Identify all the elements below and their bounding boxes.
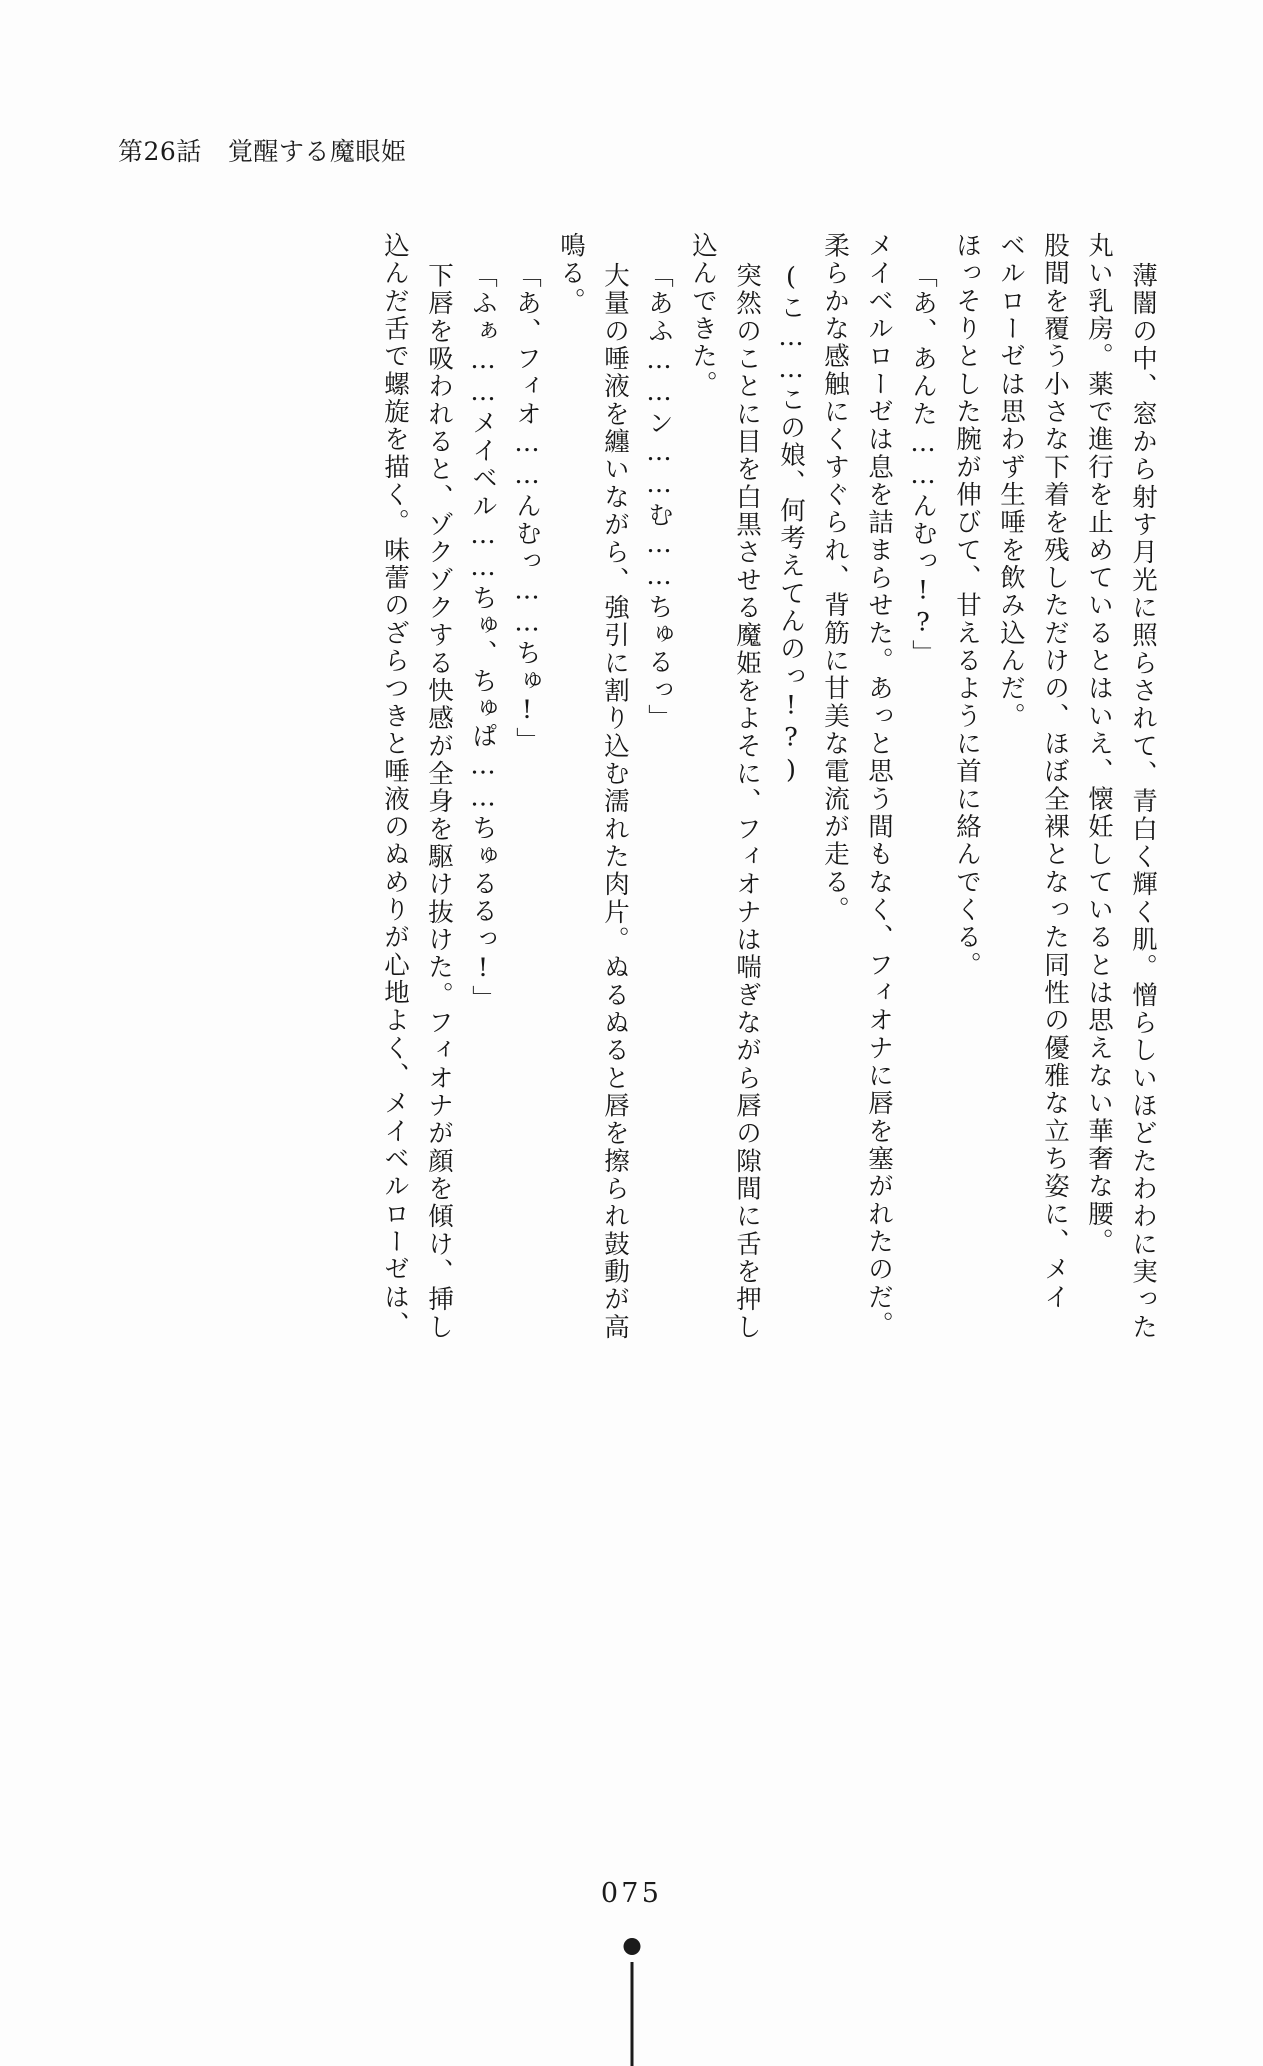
text-column: 鳴る。: [556, 232, 586, 316]
text-column: (こ……この娘、何考えてんのっ!?): [776, 262, 806, 788]
chapter-number: 第26話: [118, 137, 202, 166]
chapter-title: 覚醒する魔眼姫: [227, 137, 407, 166]
text-column: 「あふ……ン……む……ちゅるっ」: [644, 262, 674, 732]
footer-dot-ornament: [623, 1938, 640, 1955]
text-column: 「あ、フィオ……んむっ……ちゅ!」: [512, 262, 542, 755]
running-head: [118, 132, 406, 168]
page-number: 075: [600, 1878, 663, 1909]
text-column: メイベルローゼは息を詰まらせた。あっと思う間もなく、フィオナに唇を塞がれたのだ。: [864, 232, 894, 1339]
text-column: 丸い乳房。薬で進行を止めているとはいえ、懐妊しているとは思えない華奢な腰。: [1084, 232, 1114, 1256]
text-column: 下唇を吸われると、ゾクゾクする快感が全身を駆け抜けた。フィオナが顔を傾け、挿し: [424, 262, 454, 1342]
text-column: 「あ、あんた……んむっ!?」: [908, 262, 938, 668]
text-column: 股間を覆う小さな下着を残しただけの、ほぼ全裸となった同性の優雅な立ち姿に、メイ: [1040, 232, 1070, 1312]
text-column: 突然のことに目を白黒させる魔姫をよそに、フィオナは喘ぎながら唇の隙間に舌を押し: [732, 262, 762, 1342]
body-text-vertical: [145, 232, 1158, 1552]
text-column: ベルローゼは思わず生唾を飲み込んだ。: [996, 232, 1026, 731]
text-column: ほっそりとした腕が伸びて、甘えるように首に絡んでくる。: [952, 232, 982, 980]
text-column: 込んだ舌で螺旋を描く。味蕾のざらつきと唾液のぬめりが心地よく、メイベルローゼは、: [380, 232, 410, 1339]
text-column: 薄闇の中、窓から射す月光に照らされて、青白く輝く肌。憎らしいほどたわわに実った: [1128, 262, 1158, 1342]
text-column: 柔らかな感触にくすぐられ、背筋に甘美な電流が走る。: [820, 232, 850, 924]
text-column: 込んできた。: [688, 232, 718, 399]
footer-vertical-rule: [630, 1962, 633, 2066]
text-column: 「ふぁ……メイベル……ちゅ、ちゅぱ……ちゅるるっ!」: [468, 262, 498, 1013]
text-column: 大量の唾液を纏いながら、強引に割り込む濡れた肉片。ぬるぬると唇を擦られ鼓動が高: [600, 262, 630, 1342]
